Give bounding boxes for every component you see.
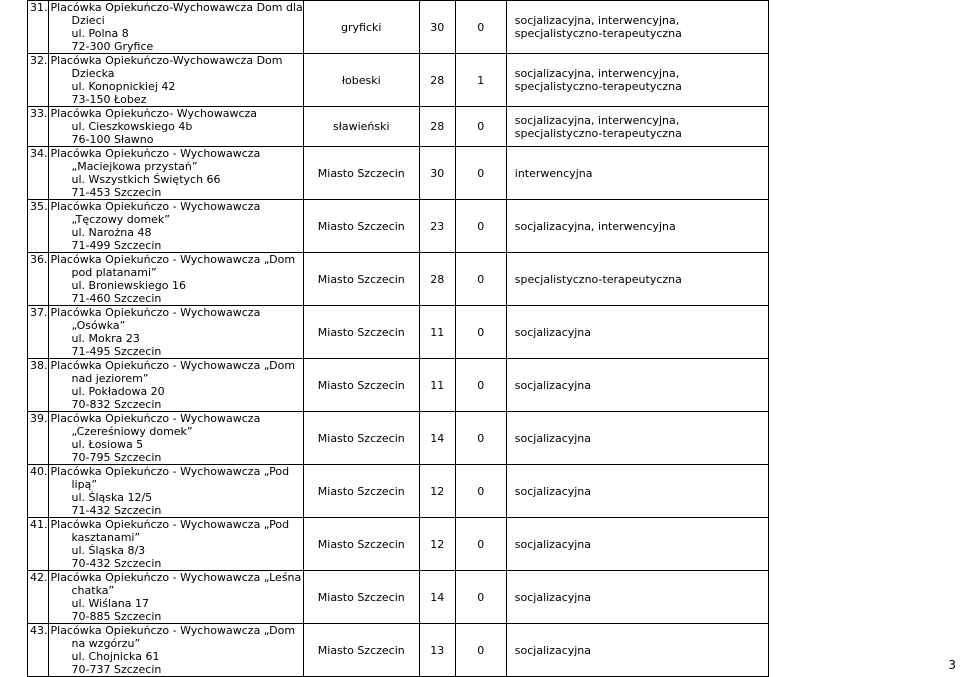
facility-name-address (48, 107, 303, 147)
facility-line: ul. Wiślana 17 (71, 597, 149, 610)
places-cell: 28 (419, 107, 455, 147)
facility-line: Placówka Opiekuńczo - Wychowawcza (50, 147, 261, 160)
facility-line: ul. Chojnicka 61 (71, 650, 160, 663)
facility-name-address (48, 571, 303, 624)
facility-line: Placówka Opiekuńczo - Wychowawcza „Leśna (50, 571, 302, 584)
facility-line: na wzgórzu” (71, 637, 141, 650)
facility-line: 71-453 Szczecin (71, 186, 162, 199)
facility-line: ul. Pokładowa 20 (71, 385, 165, 398)
facility-line: 72-300 Gryfice (71, 40, 154, 53)
facility-type-cell: socjalizacyjna (506, 306, 768, 359)
extra-cell: 0 (455, 359, 506, 412)
facility-line: Placówka Opiekuńczo- Wychowawcza (50, 107, 258, 120)
county-cell: Miasto Szczecin (303, 253, 419, 306)
places-cell: 12 (419, 518, 455, 571)
facility-name-address (48, 253, 303, 306)
facility-line: 71-460 Szczecin (71, 292, 162, 305)
row-number: 38. (28, 359, 49, 412)
table-row (28, 253, 769, 306)
county-cell: Miasto Szczecin (303, 147, 419, 200)
places-cell: 11 (419, 359, 455, 412)
facility-line: Dzieci (71, 14, 105, 27)
row-number: 36. (28, 253, 49, 306)
facility-line: ul. Broniewskiego 16 (71, 279, 187, 292)
table-row (28, 306, 769, 359)
county-cell: łobeski (303, 54, 419, 107)
row-number: 34. (28, 147, 49, 200)
row-number: 41. (28, 518, 49, 571)
county-cell: sławieński (303, 107, 419, 147)
facility-line: Placówka Opiekuńczo - Wychowawcza „Dom (50, 624, 296, 637)
row-number: 32. (28, 54, 49, 107)
facility-line: ul. Mokra 23 (71, 332, 140, 345)
extra-cell: 0 (455, 465, 506, 518)
table-row (28, 571, 769, 624)
facility-line: ul. Konopnickiej 42 (71, 80, 176, 93)
extra-cell: 0 (455, 518, 506, 571)
places-cell: 12 (419, 465, 455, 518)
places-cell: 28 (419, 253, 455, 306)
county-cell: gryficki (303, 1, 419, 54)
facility-line: Placówka Opiekuńczo - Wychowawcza „Pod (50, 518, 290, 531)
facility-line: chatka” (71, 584, 115, 597)
row-number: 40. (28, 465, 49, 518)
table-row (28, 465, 769, 518)
facility-line: ul. Polna 8 (71, 27, 129, 40)
facility-name-address (48, 518, 303, 571)
facility-type-cell: socjalizacyjna, interwencyjna, specjalistyczno-terapeutyczna (506, 54, 768, 107)
facility-line: Placówka Opiekuńczo - Wychowawcza „Dom (50, 253, 296, 266)
facility-type-cell: interwencyjna (506, 147, 768, 200)
facility-line: Placówka Opiekuńczo - Wychowawcza (50, 412, 261, 425)
facilities-table-body (28, 1, 769, 677)
places-cell: 28 (419, 54, 455, 107)
facility-line: kasztanami” (71, 531, 141, 544)
facility-line: ul. Łosiowa 5 (71, 438, 144, 451)
table-row (28, 54, 769, 107)
table-row (28, 518, 769, 571)
county-cell: Miasto Szczecin (303, 359, 419, 412)
extra-cell: 0 (455, 306, 506, 359)
table-row (28, 412, 769, 465)
row-number: 35. (28, 200, 49, 253)
facility-line: ul. Śląska 12/5 (71, 491, 153, 504)
facility-line: Placówka Opiekuńczo - Wychowawcza (50, 306, 261, 319)
table-row (28, 1, 769, 54)
facility-line: 71-495 Szczecin (71, 345, 162, 358)
places-cell: 23 (419, 200, 455, 253)
facility-line: „Maciejkowa przystań” (71, 160, 198, 173)
facility-name-address (48, 1, 303, 54)
table-row (28, 200, 769, 253)
facility-line: 76-100 Sławno (71, 133, 154, 146)
facility-line: 70-832 Szczecin (71, 398, 162, 411)
facility-type-cell: specjalistyczno-terapeutyczna (506, 253, 768, 306)
facility-line: Placówka Opiekuńczo - Wychowawcza (50, 200, 261, 213)
facility-line: lipą” (71, 478, 98, 491)
facility-line: 73-150 Łobez (71, 93, 147, 106)
extra-cell: 0 (455, 571, 506, 624)
facility-line: ul. Narożna 48 (71, 226, 152, 239)
places-cell: 30 (419, 1, 455, 54)
facility-name-address (48, 306, 303, 359)
facility-name-address (48, 359, 303, 412)
facility-line: ul. Cieszkowskiego 4b (71, 120, 193, 133)
places-cell: 14 (419, 412, 455, 465)
county-cell: Miasto Szczecin (303, 465, 419, 518)
county-cell: Miasto Szczecin (303, 306, 419, 359)
facility-type-cell: socjalizacyjna, interwencyjna (506, 200, 768, 253)
places-cell: 14 (419, 571, 455, 624)
facility-name-address (48, 200, 303, 253)
facility-line: ul. Śląska 8/3 (71, 544, 146, 557)
table-row (28, 107, 769, 147)
places-cell: 30 (419, 147, 455, 200)
table-row (28, 359, 769, 412)
table-row (28, 624, 769, 677)
facility-line: 71-432 Szczecin (71, 504, 162, 517)
facility-type-cell: socjalizacyjna (506, 571, 768, 624)
row-number: 37. (28, 306, 49, 359)
facility-name-address (48, 465, 303, 518)
facility-line: „Tęczowy domek” (71, 213, 170, 226)
facility-type-cell: socjalizacyjna (506, 518, 768, 571)
row-number: 39. (28, 412, 49, 465)
facility-type-cell: socjalizacyjna (506, 624, 768, 677)
facility-line: 71-499 Szczecin (71, 239, 162, 252)
facility-type-cell: socjalizacyjna (506, 465, 768, 518)
facility-line: Placówka Opiekuńczo - Wychowawcza „Dom (50, 359, 296, 372)
extra-cell: 0 (455, 147, 506, 200)
facility-name-address (48, 54, 303, 107)
facility-type-cell: socjalizacyjna (506, 412, 768, 465)
county-cell: Miasto Szczecin (303, 412, 419, 465)
facility-line: 70-737 Szczecin (71, 663, 162, 676)
county-cell: Miasto Szczecin (303, 200, 419, 253)
places-cell: 11 (419, 306, 455, 359)
facility-line: Placówka Opiekuńczo-Wychowawcza Dom (50, 54, 283, 67)
facility-type-cell: socjalizacyjna, interwencyjna, specjalistyczno-terapeutyczna (506, 1, 768, 54)
extra-cell: 0 (455, 1, 506, 54)
facility-type-cell: socjalizacyjna, interwencyjna, specjalistyczno-terapeutyczna (506, 107, 768, 147)
facility-name-address (48, 624, 303, 677)
extra-cell: 0 (455, 107, 506, 147)
county-cell: Miasto Szczecin (303, 571, 419, 624)
county-cell: Miasto Szczecin (303, 624, 419, 677)
facility-name-address (48, 147, 303, 200)
row-number: 42. (28, 571, 49, 624)
extra-cell: 0 (455, 412, 506, 465)
facility-line: 70-885 Szczecin (71, 610, 162, 623)
extra-cell: 0 (455, 624, 506, 677)
facility-line: Dziecka (71, 67, 115, 80)
facility-name-address (48, 412, 303, 465)
facility-line: „Czereśniowy domek” (71, 425, 193, 438)
places-cell: 13 (419, 624, 455, 677)
row-number: 43. (28, 624, 49, 677)
facilities-table (27, 0, 769, 677)
facility-line: 70-795 Szczecin (71, 451, 162, 464)
extra-cell: 1 (455, 54, 506, 107)
facility-type-cell: socjalizacyjna (506, 359, 768, 412)
facility-line: ul. Wszystkich Świętych 66 (71, 173, 221, 186)
facility-line: pod platanami” (71, 266, 157, 279)
table-row (28, 147, 769, 200)
facility-line: nad jeziorem” (71, 372, 149, 385)
county-cell: Miasto Szczecin (303, 518, 419, 571)
extra-cell: 0 (455, 253, 506, 306)
extra-cell: 0 (455, 200, 506, 253)
facility-line: Placówka Opiekuńczo-Wychowawcza Dom dla (50, 1, 303, 14)
facility-line: „Osówka” (71, 319, 126, 332)
row-number: 31. (28, 1, 49, 54)
facility-line: 70-432 Szczecin (71, 557, 162, 570)
page-number: 3 (948, 658, 956, 672)
facility-line: Placówka Opiekuńczo - Wychowawcza „Pod (50, 465, 290, 478)
row-number: 33. (28, 107, 49, 147)
